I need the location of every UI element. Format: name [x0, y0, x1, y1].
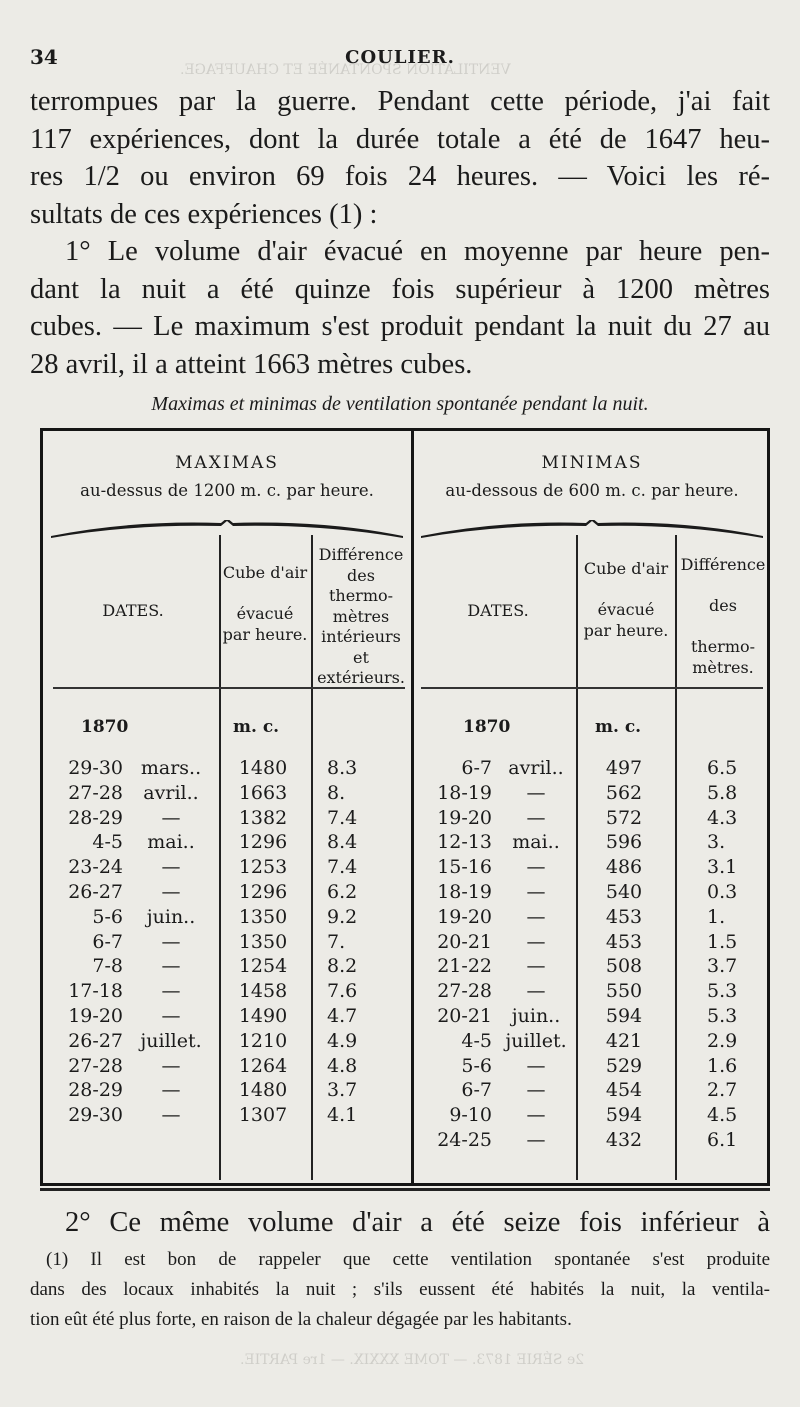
maxima-title: MAXIMAS [175, 453, 279, 473]
row-month: avril.. [143, 781, 199, 804]
row-month: — [526, 781, 546, 804]
row-cube: 1382 [238, 806, 288, 829]
col-header-line [578, 580, 674, 601]
row-date: 18-19 [437, 881, 492, 903]
header-rule [421, 687, 763, 689]
table-caption: Maximas et minimas de ventilation spontanée pendant la nuit. [151, 393, 649, 415]
body-line: cubes. — Le maximum s'est produit pendant la nuit du 27 au [30, 311, 770, 342]
col-header-difference [313, 545, 409, 689]
col-header-line: des [709, 596, 737, 615]
row-difference: 4.1 [327, 1104, 358, 1127]
row-difference: 7. [327, 930, 346, 953]
row-date: 18-19 [437, 781, 492, 804]
table-row [43, 906, 411, 931]
col-header-line: intérieurs [321, 627, 401, 646]
table-row [43, 931, 411, 956]
brace-ornament [421, 520, 763, 542]
row-difference: 1.5 [707, 930, 738, 953]
col-header-line: Différence [318, 545, 404, 564]
row-date: 21-22 [437, 955, 492, 978]
table-row [43, 831, 411, 856]
footnote-line: (1) Il est bon de rappeler que cette ventilation spontanée s'est produite [46, 1249, 770, 1270]
row-cube: 508 [605, 955, 643, 978]
row-date: 6-7 [461, 1079, 492, 1102]
row-cube: 1663 [238, 781, 288, 804]
row-cube: 540 [605, 881, 643, 903]
row-month: — [161, 856, 181, 879]
table-row [414, 1005, 770, 1030]
row-cube: 1350 [238, 905, 288, 928]
body-line: sultats de ces expériences (1) : [30, 198, 378, 230]
body-line: res 1/2 ou environ 69 fois 24 heures. — Voici les ré- [30, 161, 770, 192]
row-month: — [526, 1054, 546, 1077]
row-month: — [161, 1104, 181, 1127]
row-cube: 1253 [238, 856, 288, 879]
row-difference: 0.3 [707, 881, 738, 903]
col-header-line: Cube d'air [222, 563, 308, 582]
row-month: mai.. [147, 831, 195, 854]
table-row [414, 1055, 770, 1080]
footnote-line: tion eût été plus forte, en raison de la chaleur dégagée par les habitants. [30, 1309, 572, 1330]
row-date: 27-28 [68, 781, 123, 804]
table-row [43, 1030, 411, 1055]
body-line: 2° Ce même volume d'air a été seize fois inférieur à [65, 1207, 770, 1238]
col-header-line: des [347, 565, 375, 585]
col-header-line: et [353, 647, 369, 667]
row-difference: 4.9 [327, 1029, 358, 1052]
table-row [414, 757, 770, 782]
row-month: — [526, 881, 546, 903]
row-month: — [161, 1005, 181, 1027]
table-row [43, 856, 411, 881]
row-cube: 1307 [238, 1104, 288, 1127]
row-difference: 4.3 [707, 806, 738, 829]
row-cube: 594 [605, 1104, 643, 1127]
row-difference: 4.7 [327, 1005, 358, 1027]
row-date: 9-10 [449, 1104, 492, 1127]
row-month: — [526, 856, 546, 879]
row-cube: 453 [605, 905, 643, 928]
row-cube: 1254 [238, 955, 288, 978]
row-cube: 596 [605, 831, 643, 854]
row-difference: 1. [707, 905, 726, 928]
table-bottom-rule [40, 1188, 770, 1191]
col-header-cube [221, 563, 309, 645]
row-difference: 9.2 [327, 905, 358, 928]
col-header-line: thermo- [328, 586, 394, 605]
page-header [30, 45, 770, 73]
body-line: 1° Le volume d'air évacué en moyenne par heure pen- [65, 236, 770, 267]
row-difference: 7.4 [327, 806, 358, 829]
table-row [43, 955, 411, 980]
row-month: — [161, 955, 181, 978]
table-row [414, 1104, 770, 1129]
table-row [414, 906, 770, 931]
maxima-subtitle: au-dessus de 1200 m. c. par heure. [80, 481, 374, 500]
maxima-group-header [43, 453, 411, 500]
row-month: juin.. [511, 1005, 561, 1027]
table-row [43, 782, 411, 807]
col-header-line: mètres. [692, 657, 754, 677]
row-difference: 5.8 [707, 781, 738, 804]
row-date: 20-21 [437, 930, 492, 953]
table-row [414, 931, 770, 956]
row-cube: 1264 [238, 1054, 288, 1077]
row-difference: 8.3 [327, 757, 358, 779]
row-cube: 1480 [238, 1079, 288, 1102]
row-difference: 4.5 [707, 1104, 738, 1127]
row-date: 20-21 [437, 1005, 492, 1027]
table-row [414, 881, 770, 906]
col-header-line: thermo- [690, 637, 756, 656]
row-date: 6-7 [92, 930, 123, 953]
row-month: — [526, 806, 546, 829]
row-month: mars.. [140, 757, 202, 779]
table-row [43, 1005, 411, 1030]
row-date: 6-7 [461, 757, 492, 779]
minima-title: MINIMAS [541, 453, 643, 473]
row-date: 27-28 [437, 980, 492, 1003]
bleed-through-text: VENTILATION SPONTANÉE ET CHAUFFAGE. [180, 62, 511, 78]
row-month: avril.. [508, 757, 564, 779]
row-cube: 421 [605, 1029, 643, 1052]
col-header-line: évacué [597, 600, 655, 619]
row-month: — [526, 905, 546, 928]
row-difference: 1.6 [707, 1054, 738, 1077]
row-date: 7-8 [92, 955, 123, 978]
row-date: 28-29 [68, 806, 123, 829]
table-row [43, 1055, 411, 1080]
col-header-dates: DATES. [467, 601, 529, 620]
row-cube: 432 [605, 1129, 643, 1151]
row-month: — [526, 1079, 546, 1102]
year-label: 1870 [81, 717, 129, 737]
table-row [43, 807, 411, 832]
row-month: — [161, 881, 181, 903]
row-difference: 8.4 [327, 831, 358, 854]
row-cube: 572 [605, 806, 643, 829]
row-month: — [526, 980, 546, 1003]
row-date: 17-18 [68, 980, 123, 1003]
row-difference: 8.2 [327, 955, 358, 978]
row-date: 19-20 [68, 1005, 123, 1027]
row-month: — [161, 806, 181, 829]
table-row [43, 1079, 411, 1104]
row-cube: 1296 [238, 881, 288, 903]
row-month: — [526, 930, 546, 953]
table-row [414, 980, 770, 1005]
col-header-line: Différence [680, 555, 766, 574]
body-paragraph [30, 1204, 770, 1242]
row-difference: 2.9 [707, 1029, 738, 1052]
row-cube: 1490 [238, 1005, 288, 1027]
table-row [414, 1129, 770, 1154]
col-header-line [677, 617, 769, 638]
col-header-cube [578, 559, 674, 641]
col-header-line: mètres [332, 606, 390, 626]
row-cube: 529 [605, 1054, 643, 1077]
table-row [414, 1079, 770, 1104]
brace-ornament [51, 520, 403, 542]
row-month: — [526, 1129, 546, 1151]
row-date: 28-29 [68, 1079, 123, 1102]
row-month: — [161, 1054, 181, 1077]
body-line: 117 expériences, dont la durée totale a été de 1647 heu- [30, 123, 770, 155]
row-date: 24-25 [437, 1129, 492, 1151]
row-date: 15-16 [437, 856, 492, 879]
row-date: 4-5 [92, 831, 123, 854]
row-date: 29-30 [68, 1104, 123, 1127]
row-month: — [161, 1079, 181, 1102]
row-cube: 562 [605, 781, 643, 804]
col-header-difference [677, 555, 769, 678]
row-month: — [161, 930, 181, 953]
table-row [43, 757, 411, 782]
bleed-through-text: 2e SÉRIE 1873. — TOME XXXIX. — 1re PARTIE. [240, 1352, 585, 1368]
row-difference: 3.1 [707, 856, 738, 879]
row-date: 29-30 [68, 757, 123, 779]
col-header-line: évacué [236, 604, 294, 623]
unit-label: m. c. [595, 717, 642, 737]
row-cube: 454 [605, 1079, 643, 1102]
table-row [43, 1104, 411, 1129]
row-difference: 5.3 [707, 980, 738, 1003]
row-cube: 453 [605, 930, 643, 953]
body-line: terrompues par la guerre. Pendant cette période, j'ai fait [30, 86, 770, 117]
table-row [43, 980, 411, 1005]
footnote-line: dans des locaux inhabités la nuit ; s'ils eussent été habités la nuit, la ventila- [30, 1279, 770, 1300]
row-month: juin.. [146, 905, 196, 928]
row-difference: 8. [327, 781, 346, 804]
row-month: — [161, 980, 181, 1003]
row-date: 19-20 [437, 806, 492, 829]
table-row [414, 1030, 770, 1055]
row-difference: 3.7 [707, 955, 738, 978]
row-month: juillet. [505, 1029, 567, 1052]
col-header-line: Cube d'air [583, 559, 669, 578]
col-header-line: par heure. [222, 624, 308, 644]
row-difference: 3. [707, 831, 726, 854]
row-cube: 486 [605, 856, 643, 879]
ventilation-table [40, 428, 770, 1186]
running-title: COULIER. [345, 47, 455, 68]
row-month: — [526, 1104, 546, 1127]
row-cube: 1350 [238, 930, 288, 953]
table-row [43, 881, 411, 906]
row-date: 5-6 [92, 905, 123, 928]
row-date: 5-6 [461, 1054, 492, 1077]
row-date: 27-28 [68, 1054, 123, 1077]
minima-subtitle: au-dessous de 600 m. c. par heure. [445, 481, 739, 500]
row-difference: 6.2 [327, 881, 358, 903]
row-difference: 6.1 [707, 1129, 738, 1151]
table-row [414, 782, 770, 807]
row-cube: 1458 [238, 980, 288, 1003]
year-label: 1870 [463, 717, 511, 737]
row-date: 12-13 [437, 831, 492, 854]
table-row [414, 807, 770, 832]
col-header-line: extérieurs. [317, 668, 405, 687]
col-header-dates: DATES. [102, 601, 164, 620]
table-row [414, 831, 770, 856]
row-cube: 1296 [238, 831, 288, 854]
col-header-line [221, 584, 309, 605]
row-cube: 1480 [238, 757, 288, 779]
row-difference: 7.4 [327, 856, 358, 879]
row-cube: 550 [605, 980, 643, 1003]
unit-label: m. c. [233, 717, 280, 737]
body-line: dant la nuit a été quinze fois supérieur à 1200 mètres [30, 273, 770, 305]
row-cube: 594 [605, 1005, 643, 1027]
table-row [414, 856, 770, 881]
body-paragraph [30, 83, 770, 383]
row-difference: 5.3 [707, 1005, 738, 1027]
row-cube: 497 [605, 757, 643, 779]
row-difference: 2.7 [707, 1079, 738, 1102]
minima-group-header [414, 453, 770, 500]
row-month: mai.. [512, 831, 560, 854]
row-date: 26-27 [68, 1029, 123, 1052]
row-date: 23-24 [68, 856, 123, 879]
row-date: 26-27 [68, 881, 123, 903]
row-date: 4-5 [461, 1029, 492, 1052]
row-difference: 4.8 [327, 1054, 358, 1077]
col-header-line [677, 576, 769, 597]
row-difference: 7.6 [327, 980, 358, 1003]
row-month: — [526, 955, 546, 978]
row-difference: 6.5 [707, 757, 738, 779]
page-number: 34 [30, 45, 58, 69]
table-row [414, 955, 770, 980]
row-difference: 3.7 [327, 1079, 358, 1102]
row-month: juillet. [140, 1029, 202, 1052]
footnote [30, 1245, 770, 1335]
col-header-line: par heure. [583, 620, 669, 640]
body-line: 28 avril, il a atteint 1663 mètres cubes. [30, 348, 473, 380]
row-date: 19-20 [437, 905, 492, 928]
row-cube: 1210 [238, 1029, 288, 1052]
